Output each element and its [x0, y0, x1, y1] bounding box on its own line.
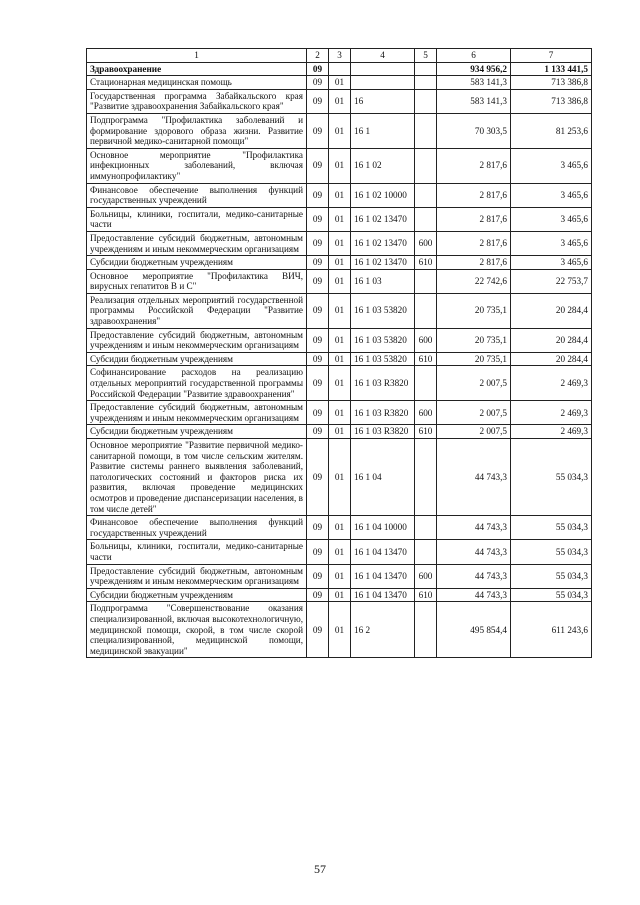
target-article-code: 16 1 03 53820 — [351, 352, 415, 366]
row-name: Субсидии бюджетным учреждениям — [87, 352, 307, 366]
table-header — [87, 49, 592, 63]
amount-year-2: 1 133 441,5 — [511, 62, 592, 76]
table-row — [87, 328, 592, 352]
section-code: 01 — [329, 439, 351, 516]
target-article-code: 16 1 03 R3820 — [351, 401, 415, 425]
ministry-code: 09 — [307, 269, 329, 293]
table-row — [87, 602, 592, 658]
page-number: 57 — [314, 862, 326, 876]
target-article-code: 16 1 02 13470 — [351, 207, 415, 231]
table-row — [87, 207, 592, 231]
amount-year-1: 2 007,5 — [437, 366, 511, 401]
row-name: Подпрограмма "Профилактика заболеваний и формирование здорового образа жизни. Развитие первичной медико-санитарной помощи" — [87, 113, 307, 148]
ministry-code: 09 — [307, 588, 329, 602]
table-row — [87, 256, 592, 270]
amount-year-1: 2 817,6 — [437, 148, 511, 183]
row-name: Основное мероприятие "Профилактика инфекционных заболеваний, включая иммунопрофилактику" — [87, 148, 307, 183]
amount-year-2: 2 469,3 — [511, 425, 592, 439]
amount-year-2: 55 034,3 — [511, 439, 592, 516]
table-row — [87, 148, 592, 183]
header-cell: 7 — [511, 49, 592, 63]
expense-type-code — [415, 89, 437, 113]
ministry-code: 09 — [307, 62, 329, 76]
target-article-code — [351, 62, 415, 76]
amount-year-1: 2 007,5 — [437, 401, 511, 425]
target-article-code: 16 — [351, 89, 415, 113]
ministry-code: 09 — [307, 540, 329, 564]
target-article-code: 16 1 03 53820 — [351, 293, 415, 328]
row-name: Предоставление субсидий бюджетным, автономным учреждениям и иным некоммерческим организациям — [87, 328, 307, 352]
amount-year-2: 3 465,6 — [511, 207, 592, 231]
section-code: 01 — [329, 366, 351, 401]
row-name: Основное мероприятие "Развитие первичной медико-санитарной помощи, в том числе сельским жителям. Развитие системы раннего выявления заболеваний, патологических состояний и факторов риска их развития, включая проведение медицинских осмотров и проведение диспансеризации населения, в том числе детей" — [87, 439, 307, 516]
section-code: 01 — [329, 293, 351, 328]
section-code: 01 — [329, 516, 351, 540]
amount-year-2: 713 386,8 — [511, 76, 592, 90]
amount-year-2: 2 469,3 — [511, 366, 592, 401]
target-article-code — [351, 76, 415, 90]
amount-year-2: 55 034,3 — [511, 564, 592, 588]
ministry-code: 09 — [307, 516, 329, 540]
section-code: 01 — [329, 269, 351, 293]
amount-year-2: 81 253,6 — [511, 113, 592, 148]
expense-type-code — [415, 516, 437, 540]
expense-type-code — [415, 76, 437, 90]
section-code: 01 — [329, 352, 351, 366]
section-code — [329, 62, 351, 76]
ministry-code: 09 — [307, 207, 329, 231]
header-cell: 2 — [307, 49, 329, 63]
amount-year-1: 2 817,6 — [437, 256, 511, 270]
expense-type-code — [415, 439, 437, 516]
target-article-code: 16 1 03 R3820 — [351, 366, 415, 401]
expense-type-code — [415, 113, 437, 148]
section-code: 01 — [329, 401, 351, 425]
amount-year-1: 20 735,1 — [437, 293, 511, 328]
section-code: 01 — [329, 113, 351, 148]
expense-type-code — [415, 207, 437, 231]
section-code: 01 — [329, 328, 351, 352]
table-row — [87, 366, 592, 401]
amount-year-1: 495 854,4 — [437, 602, 511, 658]
expense-type-code — [415, 183, 437, 207]
target-article-code: 16 1 02 13470 — [351, 231, 415, 255]
expense-type-code — [415, 148, 437, 183]
header-cell: 6 — [437, 49, 511, 63]
row-name: Здравоохранение — [87, 62, 307, 76]
ministry-code: 09 — [307, 352, 329, 366]
expense-type-code: 610 — [415, 588, 437, 602]
amount-year-1: 44 743,3 — [437, 516, 511, 540]
row-name: Основное мероприятие "Профилактика ВИЧ, вирусных гепатитов В и С" — [87, 269, 307, 293]
amount-year-2: 3 465,6 — [511, 231, 592, 255]
target-article-code: 16 1 04 — [351, 439, 415, 516]
amount-year-2: 611 243,6 — [511, 602, 592, 658]
expense-type-code — [415, 62, 437, 76]
section-code: 01 — [329, 256, 351, 270]
amount-year-1: 2 817,6 — [437, 207, 511, 231]
amount-year-1: 934 956,2 — [437, 62, 511, 76]
row-name: Предоставление субсидий бюджетным, автономным учреждениям и иным некоммерческим организациям — [87, 401, 307, 425]
ministry-code: 09 — [307, 401, 329, 425]
target-article-code: 16 1 04 13470 — [351, 564, 415, 588]
amount-year-2: 2 469,3 — [511, 401, 592, 425]
header-row — [87, 49, 592, 63]
target-article-code: 16 1 03 — [351, 269, 415, 293]
ministry-code: 09 — [307, 366, 329, 401]
amount-year-1: 70 303,5 — [437, 113, 511, 148]
header-cell: 3 — [329, 49, 351, 63]
ministry-code: 09 — [307, 256, 329, 270]
expense-type-code: 610 — [415, 425, 437, 439]
table-row — [87, 352, 592, 366]
table-row — [87, 425, 592, 439]
amount-year-1: 583 141,3 — [437, 76, 511, 90]
ministry-code: 09 — [307, 564, 329, 588]
table-row — [87, 62, 592, 76]
row-name: Софинансирование расходов на реализацию отдельных мероприятий государственной программы Российской Федерации "Развитие здравоохранения" — [87, 366, 307, 401]
amount-year-1: 44 743,3 — [437, 540, 511, 564]
ministry-code: 09 — [307, 602, 329, 658]
amount-year-1: 44 743,3 — [437, 564, 511, 588]
amount-year-1: 583 141,3 — [437, 89, 511, 113]
target-article-code: 16 1 04 13470 — [351, 540, 415, 564]
amount-year-1: 2 817,6 — [437, 183, 511, 207]
ministry-code: 09 — [307, 293, 329, 328]
row-name: Субсидии бюджетным учреждениям — [87, 425, 307, 439]
section-code: 01 — [329, 231, 351, 255]
row-name: Больницы, клиники, госпитали, медико-санитарные части — [87, 207, 307, 231]
amount-year-2: 55 034,3 — [511, 588, 592, 602]
target-article-code: 16 1 02 13470 — [351, 256, 415, 270]
expense-type-code: 610 — [415, 352, 437, 366]
section-code: 01 — [329, 540, 351, 564]
amount-year-2: 20 284,4 — [511, 352, 592, 366]
row-name: Финансовое обеспечение выполнения функций государственных учреждений — [87, 516, 307, 540]
amount-year-1: 2 817,6 — [437, 231, 511, 255]
ministry-code: 09 — [307, 148, 329, 183]
budget-table — [86, 48, 592, 658]
table-row — [87, 439, 592, 516]
ministry-code: 09 — [307, 328, 329, 352]
ministry-code: 09 — [307, 183, 329, 207]
expense-type-code — [415, 293, 437, 328]
row-name: Предоставление субсидий бюджетным, автономным учреждениям и иным некоммерческим организациям — [87, 564, 307, 588]
target-article-code: 16 1 04 10000 — [351, 516, 415, 540]
row-name: Реализация отдельных мероприятий государственной программы Российской Федерации "Развитие здравоохранения" — [87, 293, 307, 328]
header-cell: 5 — [415, 49, 437, 63]
row-name: Предоставление субсидий бюджетным, автономным учреждениям и иным некоммерческим организациям — [87, 231, 307, 255]
amount-year-1: 20 735,1 — [437, 352, 511, 366]
amount-year-1: 20 735,1 — [437, 328, 511, 352]
expense-type-code — [415, 540, 437, 564]
table-row — [87, 516, 592, 540]
target-article-code: 16 1 04 13470 — [351, 588, 415, 602]
expense-type-code: 600 — [415, 328, 437, 352]
expense-type-code — [415, 366, 437, 401]
target-article-code: 16 2 — [351, 602, 415, 658]
target-article-code: 16 1 03 53820 — [351, 328, 415, 352]
ministry-code: 09 — [307, 425, 329, 439]
section-code: 01 — [329, 89, 351, 113]
row-name: Финансовое обеспечение выполнения функций государственных учреждений — [87, 183, 307, 207]
table-row — [87, 183, 592, 207]
amount-year-2: 3 465,6 — [511, 256, 592, 270]
amount-year-1: 2 007,5 — [437, 425, 511, 439]
amount-year-2: 3 465,6 — [511, 148, 592, 183]
section-code: 01 — [329, 588, 351, 602]
ministry-code: 09 — [307, 89, 329, 113]
table-row — [87, 293, 592, 328]
row-name: Субсидии бюджетным учреждениям — [87, 588, 307, 602]
target-article-code: 16 1 02 — [351, 148, 415, 183]
table-row — [87, 113, 592, 148]
amount-year-2: 20 284,4 — [511, 293, 592, 328]
section-code: 01 — [329, 564, 351, 588]
amount-year-2: 22 753,7 — [511, 269, 592, 293]
amount-year-2: 55 034,3 — [511, 540, 592, 564]
header-cell: 1 — [87, 49, 307, 63]
table-row — [87, 269, 592, 293]
target-article-code: 16 1 02 10000 — [351, 183, 415, 207]
amount-year-2: 20 284,4 — [511, 328, 592, 352]
row-name: Государственная программа Забайкальского края "Развитие здравоохранения Забайкальского края" — [87, 89, 307, 113]
ministry-code: 09 — [307, 113, 329, 148]
expense-type-code — [415, 602, 437, 658]
section-code: 01 — [329, 207, 351, 231]
target-article-code: 16 1 03 R3820 — [351, 425, 415, 439]
ministry-code: 09 — [307, 76, 329, 90]
table-row — [87, 76, 592, 90]
amount-year-1: 44 743,3 — [437, 439, 511, 516]
amount-year-2: 3 465,6 — [511, 183, 592, 207]
table-body — [87, 62, 592, 658]
table-row — [87, 564, 592, 588]
section-code: 01 — [329, 425, 351, 439]
expense-type-code: 600 — [415, 401, 437, 425]
target-article-code: 16 1 — [351, 113, 415, 148]
section-code: 01 — [329, 183, 351, 207]
ministry-code: 09 — [307, 231, 329, 255]
expense-type-code: 610 — [415, 256, 437, 270]
ministry-code: 09 — [307, 439, 329, 516]
amount-year-2: 713 386,8 — [511, 89, 592, 113]
row-name: Субсидии бюджетным учреждениям — [87, 256, 307, 270]
section-code: 01 — [329, 148, 351, 183]
table-row — [87, 231, 592, 255]
header-cell: 4 — [351, 49, 415, 63]
amount-year-2: 55 034,3 — [511, 516, 592, 540]
table-row — [87, 401, 592, 425]
row-name: Больницы, клиники, госпитали, медико-санитарные части — [87, 540, 307, 564]
section-code: 01 — [329, 76, 351, 90]
table-row — [87, 540, 592, 564]
table-row — [87, 588, 592, 602]
section-code: 01 — [329, 602, 351, 658]
row-name: Стационарная медицинская помощь — [87, 76, 307, 90]
table-row — [87, 89, 592, 113]
amount-year-1: 44 743,3 — [437, 588, 511, 602]
expense-type-code — [415, 269, 437, 293]
amount-year-1: 22 742,6 — [437, 269, 511, 293]
row-name: Подпрограмма "Совершенствование оказания специализированной, включая высокотехнологичную, медицинской помощи, скорой, в том числе скорой специализированной, медицинской помощи, медицинской эвакуации" — [87, 602, 307, 658]
expense-type-code: 600 — [415, 564, 437, 588]
expense-type-code: 600 — [415, 231, 437, 255]
